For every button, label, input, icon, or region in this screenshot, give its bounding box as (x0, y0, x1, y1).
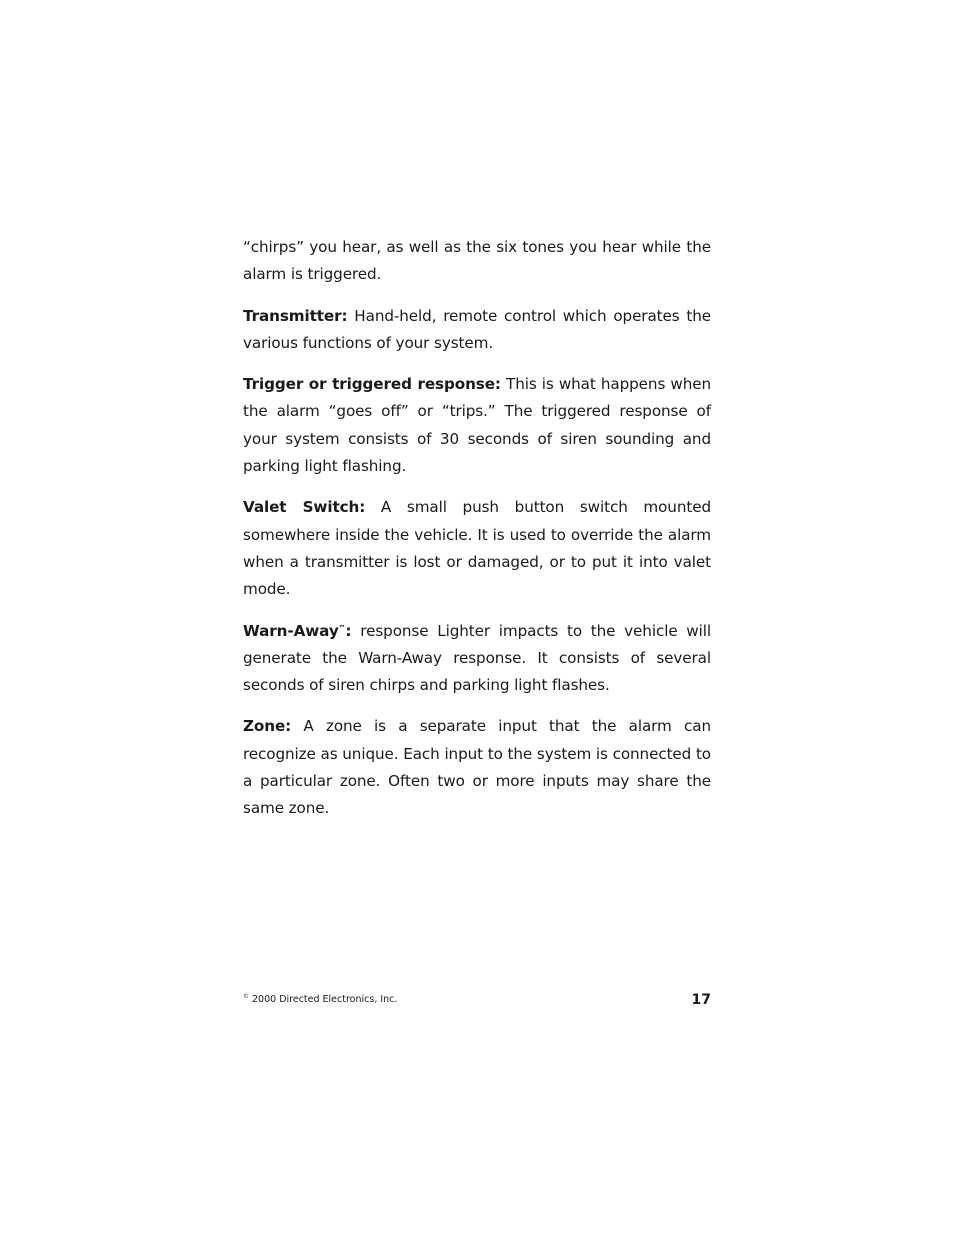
glossary-entry-zone (243, 713, 711, 822)
copyright-text: 2000 Directed Electronics, Inc. (252, 994, 398, 1005)
glossary-entry-valet-switch (243, 494, 711, 603)
copyright-symbol: © (243, 992, 249, 1000)
glossary-entry-transmitter (243, 303, 711, 358)
entry-term: Transmitter: (243, 306, 348, 325)
trademark-symbol: ™ (338, 623, 346, 632)
entry-text: response Lighter impacts to the vehicle will generate the Warn-Away response. It consists of several seconds of siren chirps and parking light flashes. (243, 621, 711, 695)
page-number: 17 (691, 992, 711, 1008)
page-footer (243, 992, 711, 1012)
glossary-content (243, 234, 711, 837)
entry-text: This is what happens when the alarm “goes off” or “trips.” The triggered response of your system consists of 30 seconds of siren sounding and parking light flashing. (243, 375, 711, 476)
entry-text: “chirps” you hear, as well as the six tones you hear while the alarm is triggered. (243, 238, 711, 284)
entry-text: A small push button switch mounted somewhere inside the vehicle. It is used to override the alarm when a transmitter is lost or damaged, or to put it into valet mode. (243, 498, 711, 599)
entry-term: Trigger or triggered response: (243, 375, 501, 394)
glossary-entry-warn-away (243, 618, 711, 700)
entry-text: A zone is a separate input that the alarm can recognize as unique. Each input to the system is connected to a particular zone. Often two or more inputs may share the same zone. (243, 717, 711, 818)
entry-text: Hand-held, remote control which operates the various functions of your system. (243, 306, 711, 352)
entry-term: Warn-Away (243, 621, 339, 640)
glossary-entry-chirps-continued (243, 234, 711, 289)
glossary-entry-trigger (243, 371, 711, 480)
entry-term: Valet Switch: (243, 498, 366, 517)
entry-term: Zone: (243, 717, 292, 736)
copyright-notice (243, 994, 397, 1005)
entry-term-suffix: : (345, 621, 352, 640)
